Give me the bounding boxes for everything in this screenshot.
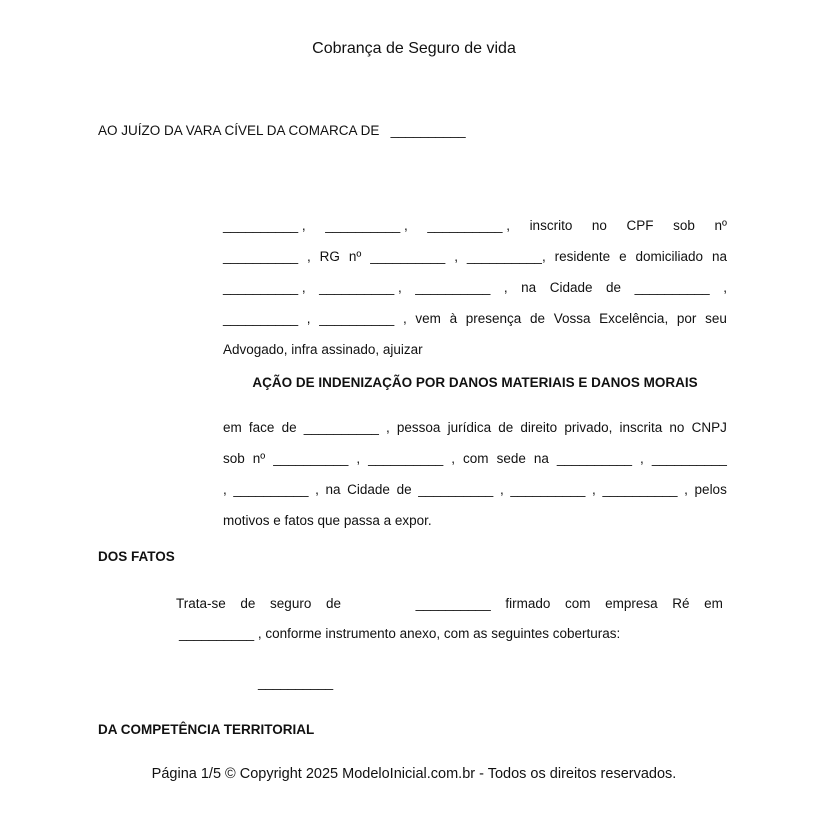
text-word: residente xyxy=(554,249,611,264)
text-word: sob xyxy=(673,218,695,233)
text-word: __________ xyxy=(510,482,586,497)
text-word: domiciliado xyxy=(635,249,704,264)
text-word: Advogado, infra assinado, ajuizar xyxy=(223,342,423,357)
text-word: nº xyxy=(252,451,266,466)
text-word: __________ , xyxy=(223,280,306,295)
text-line xyxy=(223,334,727,365)
text-line xyxy=(223,272,727,303)
plaintiff-qualification-paragraph xyxy=(223,210,727,365)
text-word: de xyxy=(240,596,256,611)
text-word: presença xyxy=(465,311,522,326)
text-word: __________ xyxy=(355,596,491,611)
text-word: na xyxy=(533,451,549,466)
text-word: sob xyxy=(223,451,245,466)
text-word: , xyxy=(640,451,644,466)
text-word: Ré xyxy=(672,596,690,611)
text-word: , xyxy=(503,280,508,295)
text-word: na xyxy=(711,249,727,264)
text-word: __________ , xyxy=(325,218,408,233)
text-word: nº xyxy=(714,218,727,233)
text-word: Cidade xyxy=(549,280,593,295)
facts-paragraph xyxy=(176,589,723,649)
text-word: , xyxy=(723,280,727,295)
text-word: , xyxy=(307,249,311,264)
text-word: __________ , xyxy=(319,280,402,295)
text-word: __________ xyxy=(370,249,446,264)
text-word: __________ xyxy=(651,451,727,466)
text-line xyxy=(223,443,727,474)
text-word: jurídica xyxy=(447,420,492,435)
text-word: inscrito xyxy=(529,218,573,233)
text-word: __________ xyxy=(556,451,633,466)
text-word: __________, xyxy=(466,249,546,264)
text-word: , xyxy=(499,482,504,497)
text-word: __________ xyxy=(233,482,309,497)
text-word: __________ xyxy=(415,280,491,295)
text-word: Cidade xyxy=(347,482,390,497)
text-line xyxy=(223,241,727,272)
addressee-line: AO JUÍZO DA VARA CÍVEL DA COMARCA DE __________ xyxy=(98,123,466,138)
text-line xyxy=(223,210,727,241)
text-word: de xyxy=(325,596,341,611)
text-word: por xyxy=(676,311,697,326)
text-word: RG xyxy=(319,249,340,264)
text-word: face xyxy=(248,420,275,435)
text-word: pelos xyxy=(694,482,727,497)
text-word: nº xyxy=(348,249,362,264)
text-word: , xyxy=(454,249,458,264)
text-word: __________ xyxy=(368,451,444,466)
text-line xyxy=(223,505,727,536)
text-word: Vossa xyxy=(553,311,591,326)
text-word: com xyxy=(463,451,489,466)
text-word: __________ , xyxy=(223,218,306,233)
text-word: na xyxy=(325,482,341,497)
text-word: seu xyxy=(705,311,727,326)
text-line xyxy=(176,619,723,649)
text-word: inscrita xyxy=(619,420,663,435)
document-title: Cobrança de Seguro de vida xyxy=(312,40,516,57)
text-word: direito xyxy=(520,420,558,435)
text-word: , xyxy=(385,420,390,435)
text-line xyxy=(176,589,723,619)
text-word: , xyxy=(356,451,361,466)
text-word: em xyxy=(223,420,242,435)
text-word: , xyxy=(223,482,227,497)
text-word: __________ xyxy=(418,482,494,497)
text-word: __________ xyxy=(223,311,299,326)
text-word: de xyxy=(606,280,622,295)
text-word: privado, xyxy=(564,420,613,435)
facts-heading: DOS FATOS xyxy=(98,549,175,564)
text-word: no xyxy=(669,420,685,435)
text-word: de xyxy=(530,311,546,326)
text-word: __________ xyxy=(273,451,349,466)
text-word: __________ xyxy=(602,482,678,497)
text-word: , xyxy=(315,482,319,497)
page-footer: Página 1/5 © Copyright 2025 ModeloInicial.com.br - Todos os direitos reservados. xyxy=(151,766,677,782)
text-word: à xyxy=(449,311,458,326)
coverage-blank-field: __________ xyxy=(258,675,334,690)
text-line xyxy=(223,303,727,334)
text-word: firmado xyxy=(505,596,551,611)
text-word: __________ xyxy=(223,249,299,264)
text-word: de xyxy=(498,420,514,435)
text-word: CNPJ xyxy=(691,420,727,435)
text-word: , xyxy=(592,482,596,497)
text-word: __________ xyxy=(634,280,710,295)
text-word: em xyxy=(704,596,723,611)
text-word: CPF xyxy=(626,218,654,233)
text-word: de xyxy=(396,482,412,497)
text-word: empresa xyxy=(605,596,658,611)
text-word: __________ , conforme instrumento anexo, com as seguintes coberturas: xyxy=(179,626,621,641)
text-word: __________ xyxy=(319,311,395,326)
text-word: com xyxy=(564,596,591,611)
text-word: vem xyxy=(415,311,441,326)
text-word: e xyxy=(619,249,627,264)
text-word: Trata-se xyxy=(176,596,226,611)
competence-heading: DA COMPETÊNCIA TERRITORIAL xyxy=(98,722,315,737)
text-word: de xyxy=(281,420,297,435)
text-word: pessoa xyxy=(396,420,441,435)
defendant-qualification-paragraph xyxy=(223,412,727,536)
text-word: sede xyxy=(496,451,526,466)
text-word: Excelência, xyxy=(599,311,669,326)
text-word: , xyxy=(402,311,407,326)
text-word: motivos e fatos que passa a expor. xyxy=(223,513,432,528)
text-word: __________ , xyxy=(427,218,510,233)
text-line xyxy=(223,412,727,443)
action-title: AÇÃO DE INDENIZAÇÃO POR DANOS MATERIAIS E DANOS MORAIS xyxy=(252,375,698,390)
text-word: no xyxy=(591,218,607,233)
text-word: na xyxy=(521,280,537,295)
text-word: , xyxy=(451,451,456,466)
text-word: seguro xyxy=(270,596,312,611)
text-word: __________ xyxy=(303,420,379,435)
text-word: , xyxy=(306,311,311,326)
text-word: , xyxy=(684,482,688,497)
text-line xyxy=(223,474,727,505)
